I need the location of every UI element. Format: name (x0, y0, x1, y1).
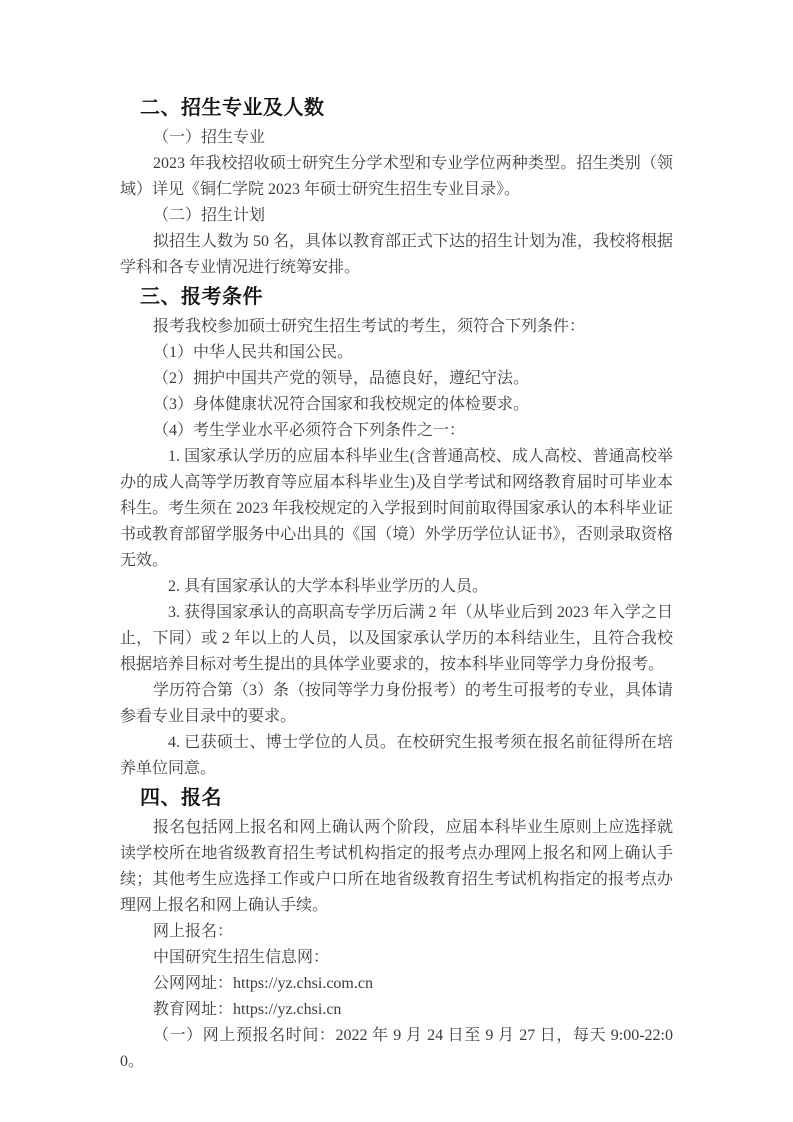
paragraph: 中国研究生招生信息网： (153, 949, 330, 966)
paragraph: （二）招生计划 (153, 207, 266, 224)
paragraph: （一）网上预报名时间：2022 年 9 月 24 日至 9 月 27 日，每天 9:00-22:00。 (120, 1027, 673, 1070)
paragraph: 报考我校参加硕士研究生招生考试的考生，须符合下列条件： (153, 318, 586, 335)
document-content (120, 92, 673, 1075)
paragraph: （3）身体健康状况符合国家和我校规定的体检要求。 (153, 396, 530, 413)
paragraph: 2023 年我校招收硕士研究生分学术型和专业学位两种类型。招生类别（领域）详见《铜仁学院 2023 年硕士研究生招生专业目录》。 (120, 155, 673, 198)
paragraph: 网上报名： (153, 923, 234, 940)
list-item: 2. 具有国家承认的大学本科毕业学历的人员。 (168, 578, 489, 595)
section-heading: 三、报考条件 (140, 286, 263, 308)
paragraph: 报名包括网上报名和网上确认两个阶段，应届本科毕业生原则上应选择就读学校所在地省级教育招生考试机构指定的报考点办理网上报名和网上确认手续；其他考生应选择工作或户口所在地省级教育招生考试机构指定的报考点办理网上报名和网上确认手续。 (120, 819, 673, 914)
paragraph: 拟招生人数为 50 名，具体以教育部正式下达的招生计划为准，我校将根据学科和各专业情况进行统筹安排。 (120, 233, 674, 276)
paragraph: 学历符合第（3）条（按同等学力身份报考）的考生可报考的专业，具体请参看专业目录中的要求。 (120, 682, 674, 725)
list-item: 3. 获得国家承认的高职高专学历后满 2 年（从毕业后到 2023 年入学之日止，下同）或 2 年以上的人员，以及国家承认学历的本科结业生，且符合我校根据培养目标对考生提出的具体学业要求的，按本科毕业同等学力身份报考。 (120, 604, 673, 673)
paragraph: 教育网址：https://yz.chsi.cn (153, 1001, 342, 1018)
section-heading: 二、招生专业及人数 (140, 97, 325, 119)
paragraph: （1）中华人民共和国公民。 (153, 344, 354, 361)
paragraph: （2）拥护中国共产党的领导，品德良好，遵纪守法。 (153, 370, 530, 387)
list-item: 1. 国家承认学历的应届本科毕业生(含普通高校、成人高校、普通高校举办的成人高等学历教育等应届本科毕业生)及自学考试和网络教育届时可毕业本科生。考生须在 2023 年我校规定的入学报到时间前取得国家承认的本科毕业证书或教育部留学服务中心出具的《国（境）外学历学位认证书》，否则录取资格无效。 (120, 448, 673, 569)
list-item: 4. 已获硕士、博士学位的人员。在校研究生报考须在报名前征得所在培养单位同意。 (120, 734, 673, 777)
section-heading: 四、报名 (140, 787, 222, 809)
paragraph: 公网网址：https://yz.chsi.com.cn (153, 975, 373, 992)
paragraph: （一）招生专业 (153, 129, 266, 146)
paragraph: （4）考生学业水平必须符合下列条件之一： (153, 422, 466, 439)
